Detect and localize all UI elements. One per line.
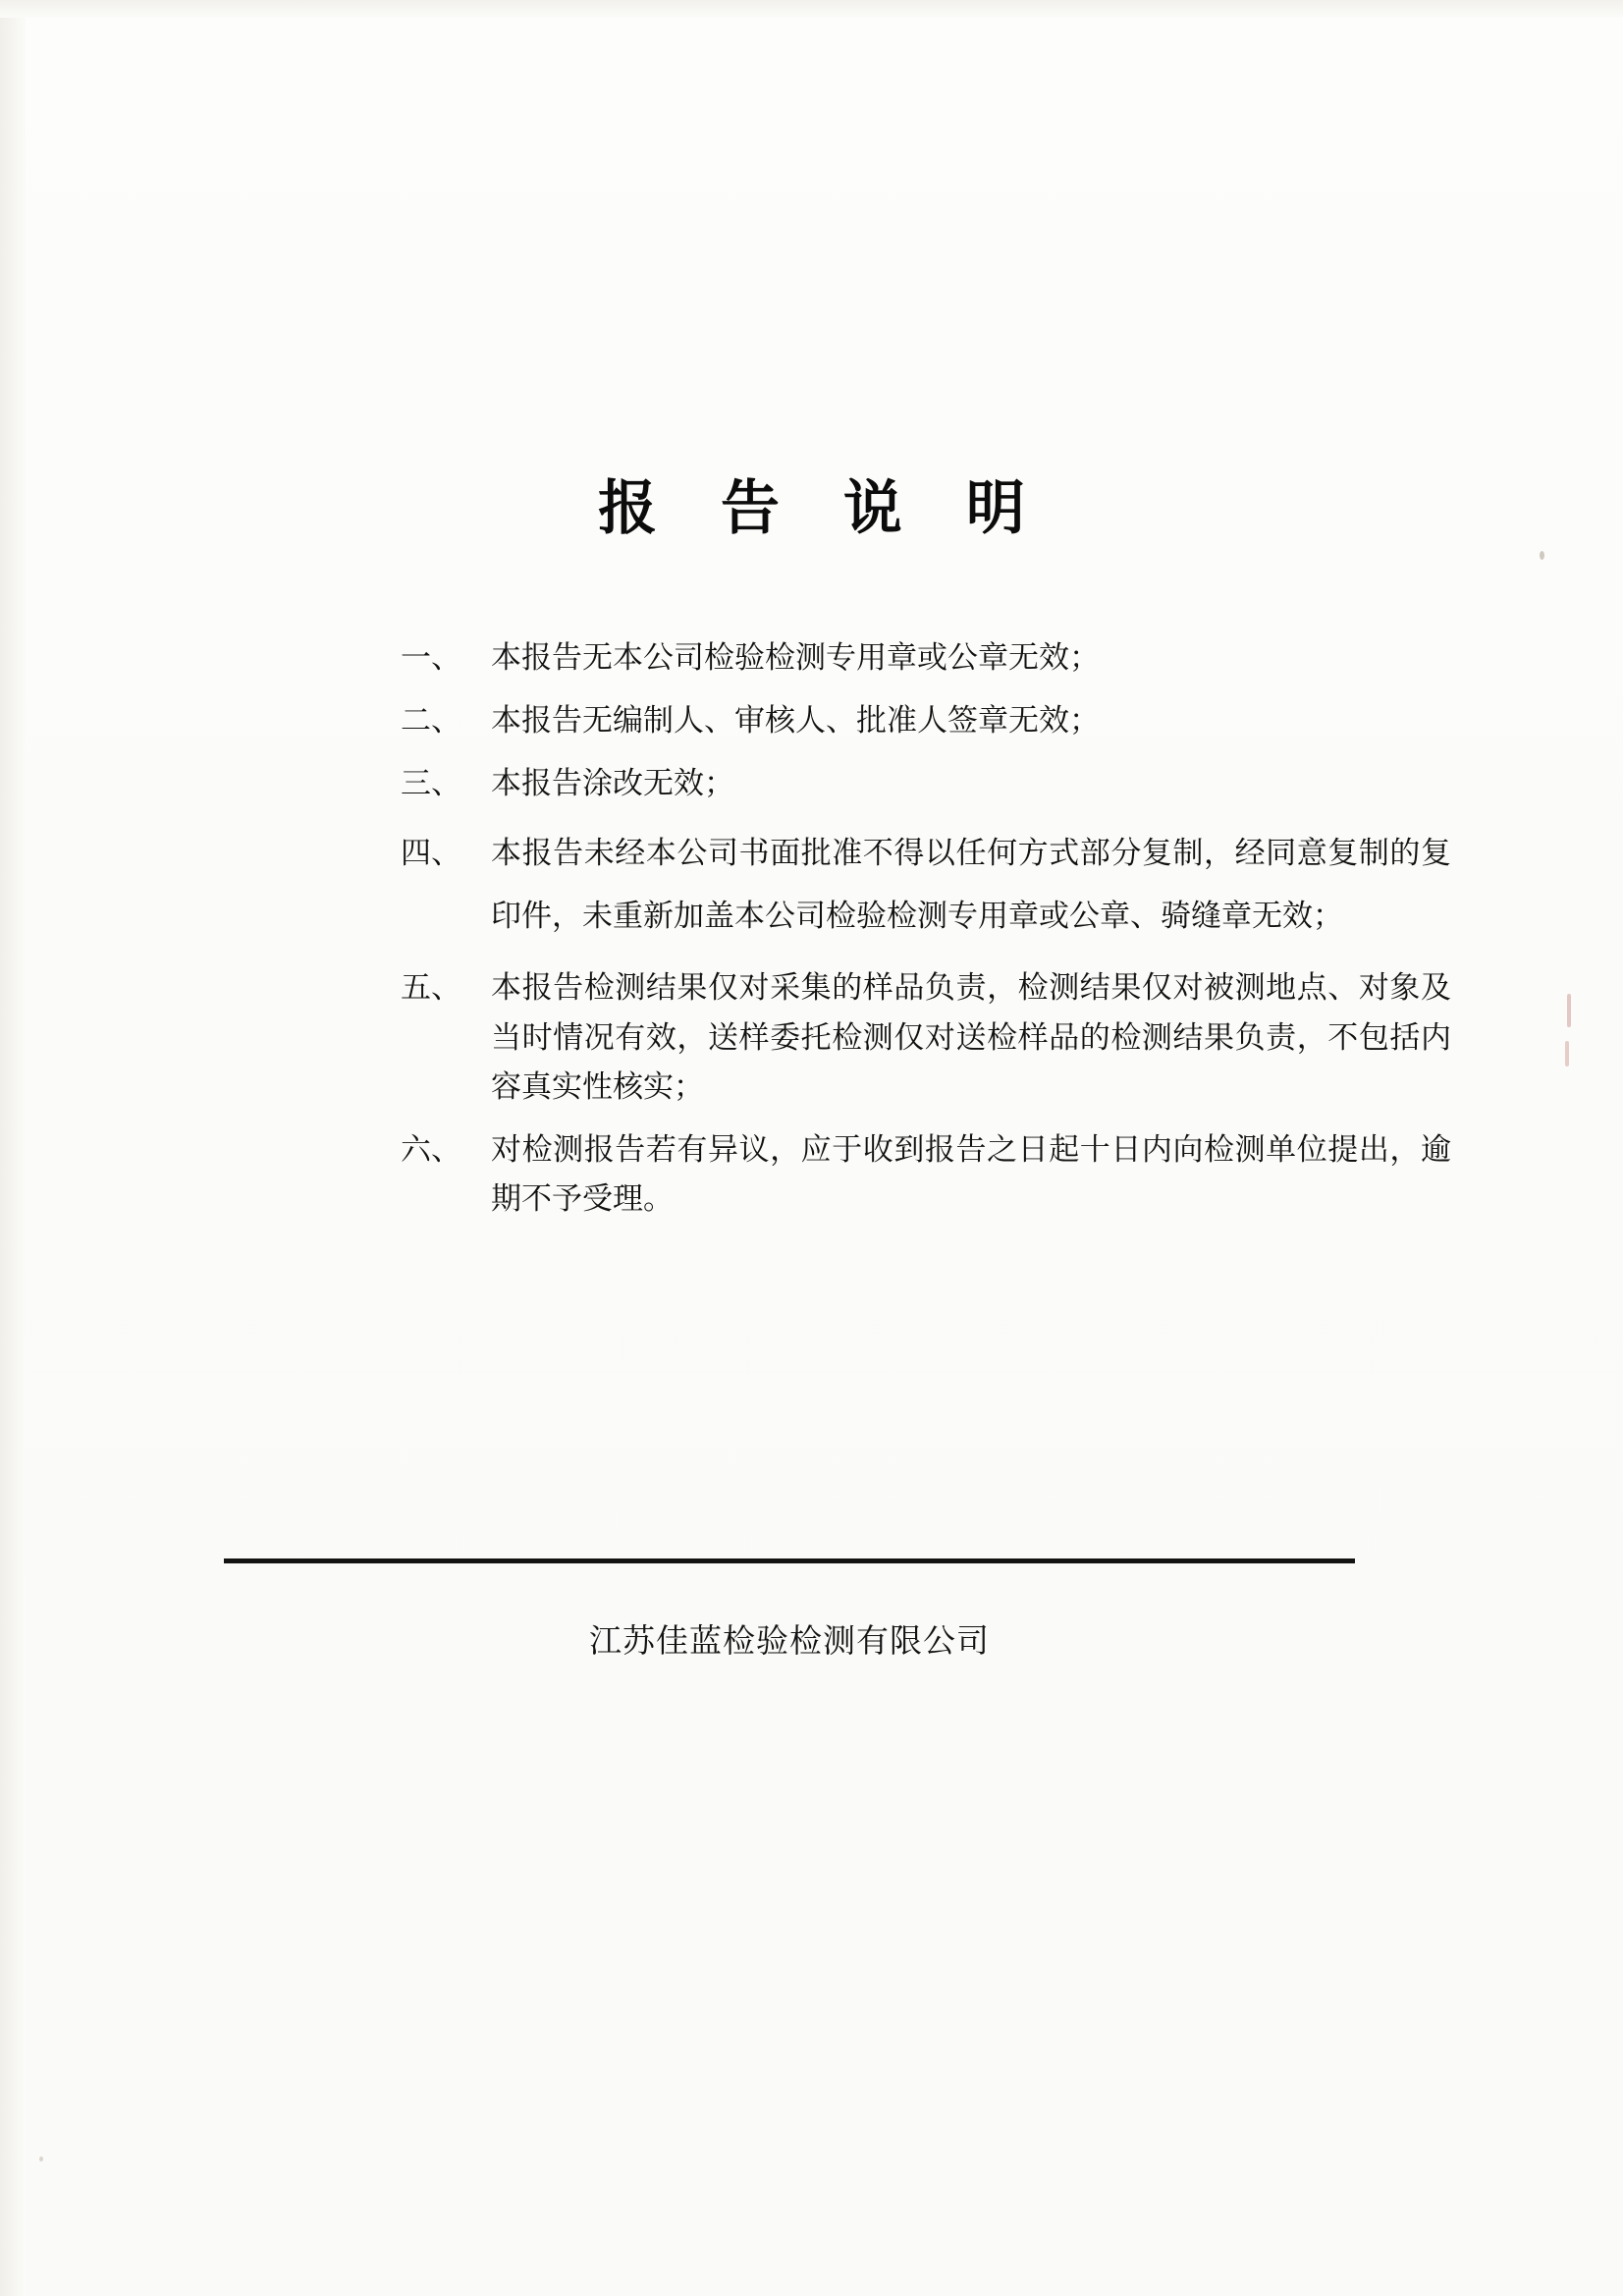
list-item-text: 本报告无本公司检验检测专用章或公章无效； — [491, 640, 1100, 676]
list-item-marker: 一、 — [401, 640, 461, 676]
list-item — [401, 696, 1451, 745]
list-item-text: 本报告无编制人、审核人、批准人签章无效； — [491, 703, 1100, 739]
scan-speck — [1540, 551, 1544, 560]
scan-speck — [1567, 994, 1571, 1027]
list-item-text: 对检测报告若有异议，应于收到报告之日起十日内向检测单位提出，逾期不予受理。 — [491, 1132, 1451, 1218]
list-item — [401, 1125, 1451, 1224]
list-item — [401, 759, 1451, 808]
list-item-text: 本报告涂改无效； — [491, 766, 734, 802]
scan-speck — [1565, 1041, 1569, 1066]
list-item-marker: 四、 — [401, 835, 461, 871]
horizontal-divider — [224, 1558, 1355, 1563]
list-item — [401, 633, 1451, 683]
list-item-marker: 二、 — [401, 703, 461, 739]
list-item-text: 本报告未经本公司书面批准不得以任何方式部分复制，经同意复制的复印件，未重新加盖本公司检验检测专用章或公章、骑缝章无效； — [491, 835, 1451, 934]
scan-speck — [39, 2157, 43, 2161]
list-item-text: 本报告检测结果仅对采集的样品负责，检测结果仅对被测地点、对象及当时情况有效，送样委托检测仅对送检样品的检测结果负责，不包括内容真实性核实； — [491, 970, 1451, 1105]
notes-list — [401, 633, 1451, 1237]
list-item — [401, 963, 1451, 1112]
company-name: 江苏佳蓝检验检测有限公司 — [589, 1621, 990, 1660]
list-item-marker: 六、 — [401, 1132, 461, 1169]
list-item-marker: 五、 — [401, 970, 461, 1007]
list-item — [401, 823, 1451, 949]
list-item-marker: 三、 — [401, 766, 461, 802]
page-title: 报 告 说 明 — [598, 474, 1047, 543]
